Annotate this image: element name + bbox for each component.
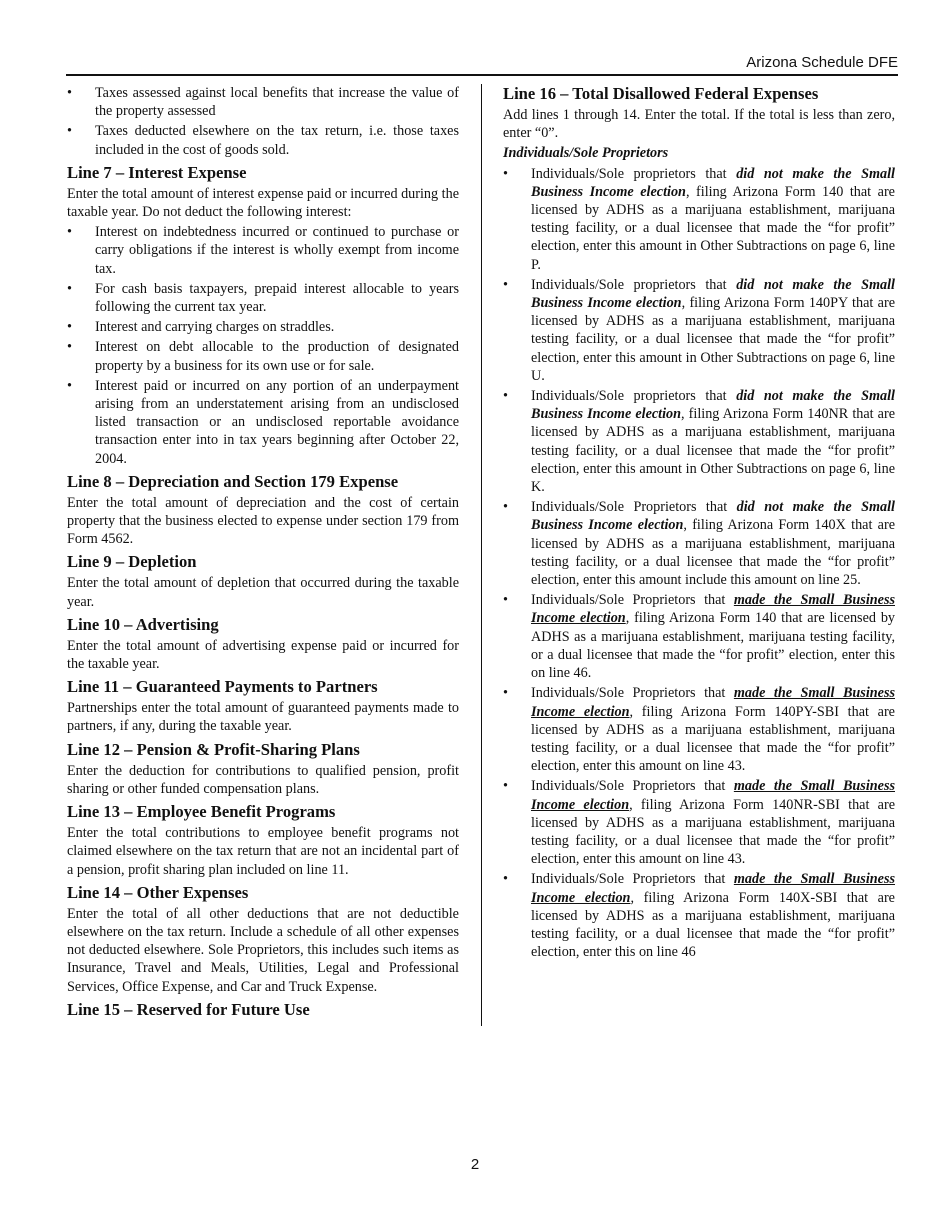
page-number: 2 [470, 1156, 480, 1173]
bullet-icon: • [503, 778, 508, 795]
line9-heading: Line 9 – Depletion [67, 552, 197, 572]
individuals-subheading: Individuals/Sole Proprietors [503, 145, 669, 162]
list-item: • Individuals/Sole proprietors that did not make the Small Business Income election, filing Arizona Form 140 that are licensed by ADHS as a marijuana establishment, marijuana testing facility, or a dual licensee that made the “for profit” election, enter this amount in Other Subtractions on page 6, line P. [503, 165, 896, 273]
line12-text: Enter the deduction for contributions to qualified pension, profit sharing or other funded compensation plans. [67, 762, 459, 797]
taxes-bullet-list [67, 84, 459, 159]
list-item: • Individuals/Sole Proprietors that made the Small Business Income election, filing Arizona Form 140X-SBI that are licensed by ADHS as a marijuana establishment, marijuana testing facility, or a dual licensee that made the “for profit” election, enter this on line 46 [503, 871, 895, 961]
line8-heading: Line 8 – Depreciation and Section 179 Expense [67, 471, 399, 491]
line8-text: Enter the total amount of depreciation and the cost of certain property that the business elected to expense under section 179 from Form 4562. [67, 494, 459, 548]
list-item: • Individuals/Sole proprietors that did not make the Small Business Income election, filing Arizona Form 140PY that are licensed by ADHS as a marijuana establishment, marijuana testing facility, or a dual licensee that made the “for profit” election, enter this amount in Other Subtractions on page 6, line U. [503, 276, 896, 384]
list-item: • For cash basis taxpayers, prepaid interest allocable to years following the current tax year. [67, 280, 459, 316]
column-divider [481, 84, 482, 1026]
bullet-icon: • [67, 319, 72, 336]
line11-text: Partnerships enter the total amount of guaranteed payments made to partners, if any, during the taxable year. [67, 700, 459, 735]
left-column [67, 84, 459, 1022]
line15-heading: Line 15 – Reserved for Future Use [67, 999, 310, 1019]
bullet-icon: • [503, 592, 508, 609]
line7-heading: Line 7 – Interest Expense [67, 162, 247, 182]
right-column [503, 84, 895, 963]
list-item: • Interest and carrying charges on straddles. [67, 319, 335, 336]
bullet-icon: • [503, 165, 508, 182]
line13-heading: Line 13 – Employee Benefit Programs [67, 802, 336, 822]
line16-bullet-list [503, 165, 895, 962]
line7-text: Enter the total amount of interest expense paid or incurred during the taxable year. Do not deduct the following interest: [67, 185, 459, 221]
line13-text: Enter the total contributions to employee benefit programs not claimed elsewhere on the tax return that are not an incidental part of a pension, profit sharing plan included on line 11. [67, 825, 459, 878]
bullet-icon: • [503, 276, 508, 293]
list-item: • Individuals/Sole proprietors that did not make the Small Business Income election, filing Arizona Form 140NR that are licensed by ADHS as a marijuana establishment, marijuana testing facility, or a dual licensee that made the “for profit” election, enter this amount in Other Subtractions on page 6, line K. [503, 388, 896, 496]
bullet-icon: • [503, 388, 508, 405]
line11-heading: Line 11 – Guaranteed Payments to Partners [67, 677, 378, 697]
page-header: Arizona Schedule DFE [746, 54, 898, 71]
bullet-icon: • [67, 224, 72, 241]
bullet-icon: • [67, 85, 72, 101]
list-item: • Individuals/Sole Proprietors that made the Small Business Income election, filing Arizona Form 140NR-SBI that are licensed by ADHS as a marijuana establishment, marijuana testing facility, or a dual licensee that made the “for profit” election, enter this amount on line 43. [503, 778, 896, 868]
list-item: • Taxes deducted elsewhere on the tax return, i.e. those taxes included in the cost of goods sold. [67, 123, 459, 158]
bullet-icon: • [67, 123, 72, 140]
list-item: • Interest on indebtedness incurred or continued to purchase or carry obligations if the interest is wholly exempt from income tax. [67, 224, 459, 277]
list-item: • Interest paid or incurred on any portion of an underpayment arising from an understatement arising from an undisclosed listed transaction or an undisclosed reportable avoidance transaction enter into in tax years beginning after October 22, 2004. [67, 377, 459, 467]
bullet-icon: • [67, 280, 72, 297]
line10-heading: Line 10 – Advertising [67, 614, 219, 634]
list-item: • Individuals/Sole Proprietors that made the Small Business Income election, filing Arizona Form 140 that are licensed by ADHS as a marijuana establishment, marijuana testing facility, or a dual licensee that made the “for profit” election, enter this on line 46. [503, 592, 896, 682]
line7-bullet-list [67, 223, 459, 468]
line14-heading: Line 14 – Other Expenses [67, 882, 249, 902]
line12-heading: Line 12 – Pension & Profit-Sharing Plans [67, 739, 360, 759]
line16-heading: Line 16 – Total Disallowed Federal Expenses [503, 84, 819, 103]
list-item: • Individuals/Sole Proprietors that did not make the Small Business Income election, filing Arizona Form 140X that are licensed by ADHS as a marijuana establishment, marijuana testing facility, or a dual licensee that made the “for profit” election, enter this amount include this amount on line 25. [503, 499, 896, 589]
bullet-icon: • [67, 377, 72, 394]
list-item: • Taxes assessed against local benefits that increase the value of the property assessed [67, 85, 459, 120]
list-item: • Interest on debt allocable to the production of designated property by a business for its own use or for sale. [67, 339, 459, 374]
header-rule [66, 74, 898, 76]
line16-text: Add lines 1 through 14. Enter the total. If the total is less than zero, enter “0”. [503, 107, 895, 142]
list-item: • Individuals/Sole Proprietors that made the Small Business Income election, filing Arizona Form 140PY-SBI that are licensed by ADHS as a marijuana establishment, marijuana testing facility, or a dual licensee that made the “for profit” election, enter this amount on line 43. [503, 685, 895, 775]
line10-text: Enter the total amount of advertising expense paid or incurred for the taxable year. [67, 637, 459, 673]
line14-text: Enter the total of all other deductions that are not deductible elsewhere on the tax return. Include a schedule of all other expenses not deducted elsewhere. Sole Proprietors, this includes such items as Insurance, Travel and Meals, Utilities, Legal and Professional Services, Office Expense, and Car and Truck Expense. [67, 905, 459, 995]
line9-text: Enter the total amount of depletion that occurred during the taxable year. [67, 575, 459, 610]
bullet-icon: • [503, 871, 508, 888]
bullet-icon: • [503, 499, 508, 516]
bullet-icon: • [503, 685, 508, 702]
bullet-icon: • [67, 339, 72, 356]
